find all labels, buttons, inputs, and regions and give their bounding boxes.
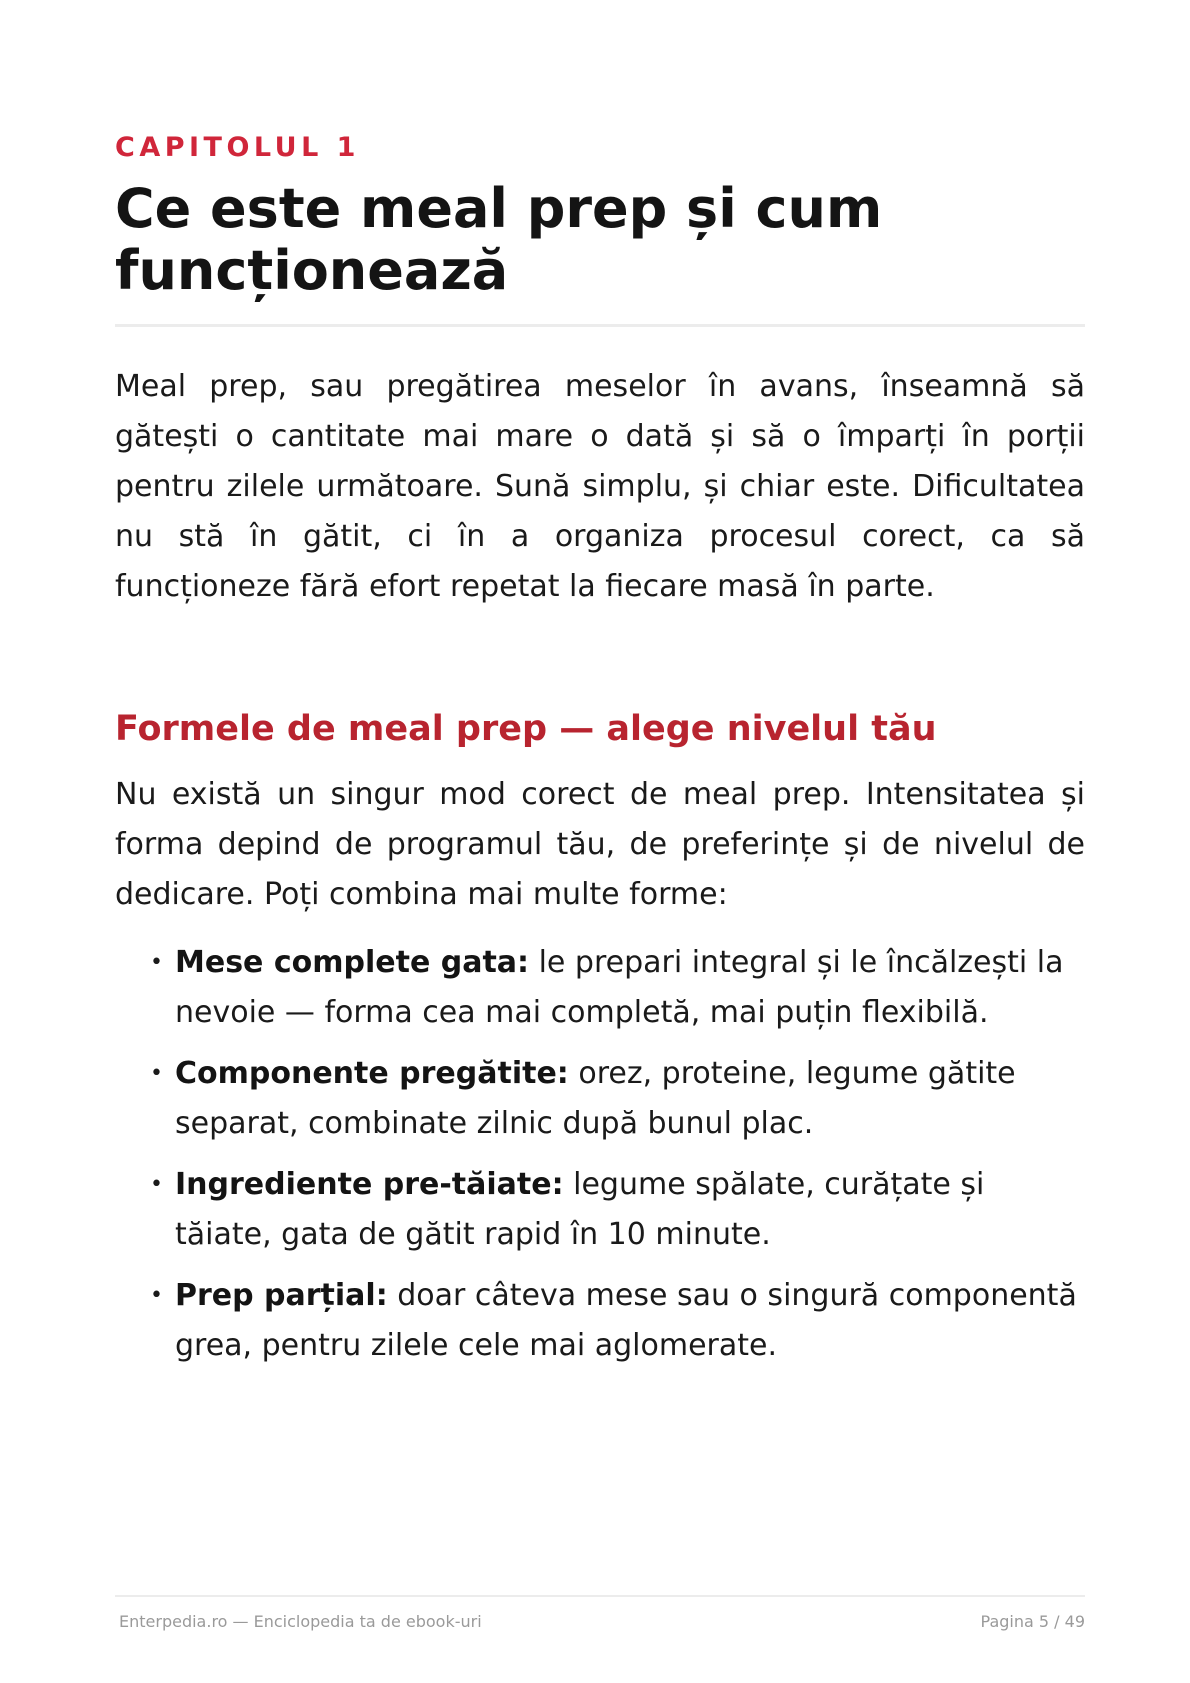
title-divider — [115, 324, 1085, 327]
list-item-term: Mese complete gata: — [175, 945, 530, 980]
page-number: Pagina 5 / 49 — [980, 1612, 1085, 1631]
footer-divider — [115, 1595, 1085, 1597]
list-item — [150, 1271, 1085, 1371]
page-title: Ce este meal prep și cum funcționează — [115, 177, 883, 302]
list-item-term: Componente pregătite: — [175, 1056, 569, 1091]
bullet-icon: • — [150, 1061, 163, 1086]
bullet-icon: • — [150, 1172, 163, 1197]
list-item — [150, 938, 1085, 1038]
bullet-icon: • — [150, 950, 163, 975]
list-item — [150, 1049, 1085, 1149]
bullet-icon: • — [150, 1283, 163, 1308]
list-item-term: Prep parțial: — [175, 1278, 388, 1313]
section-paragraph: Nu există un singur mod corect de meal prep. Intensitatea și forma depind de programul tău, de preferințe și de nivelul de dedicare. Poți combina mai multe forme: — [115, 777, 1085, 912]
chapter-label: CAPITOLUL 1 — [115, 132, 360, 163]
intro-paragraph: Meal prep, sau pregătirea meselor în avans, înseamnă să gătești o cantitate mai mare o dată și să o împarți în porții pentru zilele următoare. Sună simplu, și chiar este. Dificultatea nu stă în gătit, ci în a organiza procesul corect, ca să funcționeze fără efort repetat la fiecare masă în parte. — [115, 369, 1085, 604]
list-item-text: legume spălate, curățate și tăiate, gata de gătit rapid în 10 minute. — [175, 1167, 985, 1252]
list-item-term: Ingrediente pre-tăiate: — [175, 1167, 564, 1202]
forms-list — [150, 938, 1085, 1382]
list-item-text: doar câteva mese sau o singură componentă grea, pentru zilele cele mai aglomerate. — [175, 1278, 1077, 1363]
list-item — [150, 1160, 1085, 1260]
list-item-text: orez, proteine, legume gătite separat, combinate zilnic după bunul plac. — [175, 1056, 1016, 1141]
footer-site-name: Enterpedia.ro — Enciclopedia ta de ebook-uri — [119, 1612, 482, 1631]
page-footer — [119, 1612, 1085, 1631]
section-heading: Formele de meal prep — alege nivelul tău — [115, 709, 937, 749]
list-item-text: le prepari integral și le încălzești la nevoie — forma cea mai completă, mai puțin flexibilă. — [175, 945, 1064, 1030]
